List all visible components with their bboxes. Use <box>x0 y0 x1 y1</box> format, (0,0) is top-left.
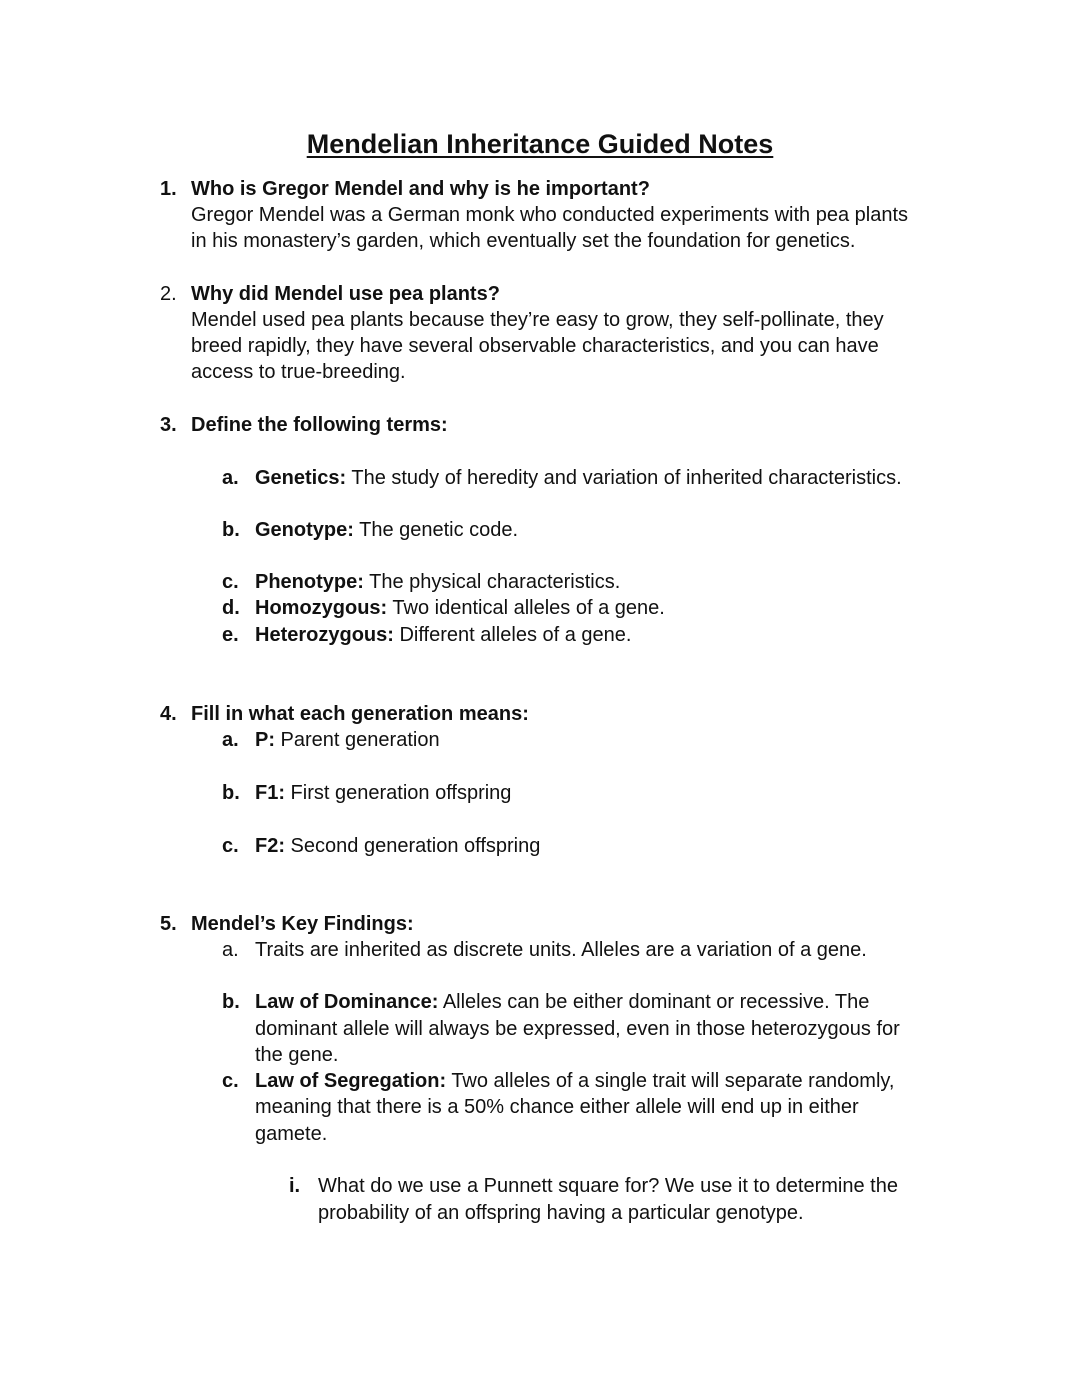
finding-discrete-units: Traits are inherited as discrete units. Alleles are a variation of a gene. <box>255 939 867 961</box>
term-label: Phenotype: <box>255 571 364 593</box>
generation-label: P: <box>255 729 275 751</box>
term-genotype <box>255 517 518 543</box>
generation-label: F2: <box>255 835 285 857</box>
term-genetics <box>255 465 902 491</box>
q2-answer-line-2: breed rapidly, they have several observable characteristics, and you can have <box>191 335 879 357</box>
term-label: Homozygous: <box>255 597 388 619</box>
q1-answer-line-1: Gregor Mendel was a German monk who conducted experiments with pea plants <box>191 204 909 226</box>
law-of-dominance-line-2: dominant allele will always be expressed, even in those heterozygous for <box>255 1018 900 1040</box>
term-label: Genetics: <box>255 467 347 489</box>
generation-f2 <box>255 833 540 859</box>
term-letter: c. <box>222 571 239 593</box>
q1-number: 1. <box>160 178 177 200</box>
law-of-dominance-line-3: the gene. <box>255 1044 339 1066</box>
finding-law-of-segregation <box>255 1068 894 1094</box>
law-of-segregation-line-2: meaning that there is a 50% chance either allele will end up in either <box>255 1096 859 1118</box>
term-letter: d. <box>222 597 240 619</box>
term-heterozygous <box>255 622 631 648</box>
q3-number: 3. <box>160 414 177 436</box>
q4-question: Fill in what each generation means: <box>191 703 529 725</box>
q1-answer-line-2: in his monastery’s garden, which eventually set the foundation for genetics. <box>191 230 856 252</box>
q2-answer-line-3: access to true-breeding. <box>191 361 406 383</box>
term-letter: b. <box>222 519 240 541</box>
law-text: Two alleles of a single trait will separate randomly, <box>446 1070 895 1092</box>
finding-letter: c. <box>222 1070 239 1092</box>
term-label: Heterozygous: <box>255 624 394 646</box>
term-homozygous <box>255 595 665 621</box>
q2-question: Why did Mendel use pea plants? <box>191 283 500 305</box>
generation-label: F1: <box>255 782 285 804</box>
subitem-letter: i. <box>289 1175 301 1197</box>
q5-number: 5. <box>160 913 177 935</box>
page-title: Mendelian Inheritance Guided Notes <box>306 129 774 159</box>
term-definition: The genetic code. <box>353 519 519 541</box>
generation-letter: a. <box>222 729 239 751</box>
term-definition: Two identical alleles of a gene. <box>387 597 665 619</box>
punnett-square-line-2: probability of an offspring having a particular genotype. <box>318 1202 804 1224</box>
finding-law-of-dominance <box>255 989 869 1015</box>
term-definition: The study of heredity and variation of inherited characteristics. <box>346 467 902 489</box>
term-definition: Different alleles of a gene. <box>393 624 632 646</box>
q4-number: 4. <box>160 703 177 725</box>
term-phenotype <box>255 569 620 595</box>
law-label: Law of Segregation: <box>255 1070 447 1092</box>
q2-answer-line-1: Mendel used pea plants because they’re easy to grow, they self-pollinate, they <box>191 309 884 331</box>
generation-letter: b. <box>222 782 240 804</box>
finding-letter: b. <box>222 991 240 1013</box>
law-text: Alleles can be either dominant or recessive. The <box>438 991 870 1013</box>
q1-question: Who is Gregor Mendel and why is he important? <box>191 178 650 200</box>
generation-definition: Second generation offspring <box>285 835 541 857</box>
generation-definition: First generation offspring <box>285 782 512 804</box>
term-letter: e. <box>222 624 239 646</box>
generation-p <box>255 727 440 753</box>
q2-number: 2. <box>160 283 177 305</box>
term-label: Genotype: <box>255 519 354 541</box>
finding-letter: a. <box>222 939 239 961</box>
generation-letter: c. <box>222 835 239 857</box>
term-definition: The physical characteristics. <box>363 571 621 593</box>
generation-definition: Parent generation <box>275 729 440 751</box>
law-of-segregation-line-3: gamete. <box>255 1123 328 1145</box>
q5-question: Mendel’s Key Findings: <box>191 913 414 935</box>
punnett-square-line-1: What do we use a Punnett square for? We use it to determine the <box>318 1175 898 1197</box>
law-label: Law of Dominance: <box>255 991 439 1013</box>
generation-f1 <box>255 780 511 806</box>
q3-question: Define the following terms: <box>191 414 448 436</box>
term-letter: a. <box>222 467 239 489</box>
